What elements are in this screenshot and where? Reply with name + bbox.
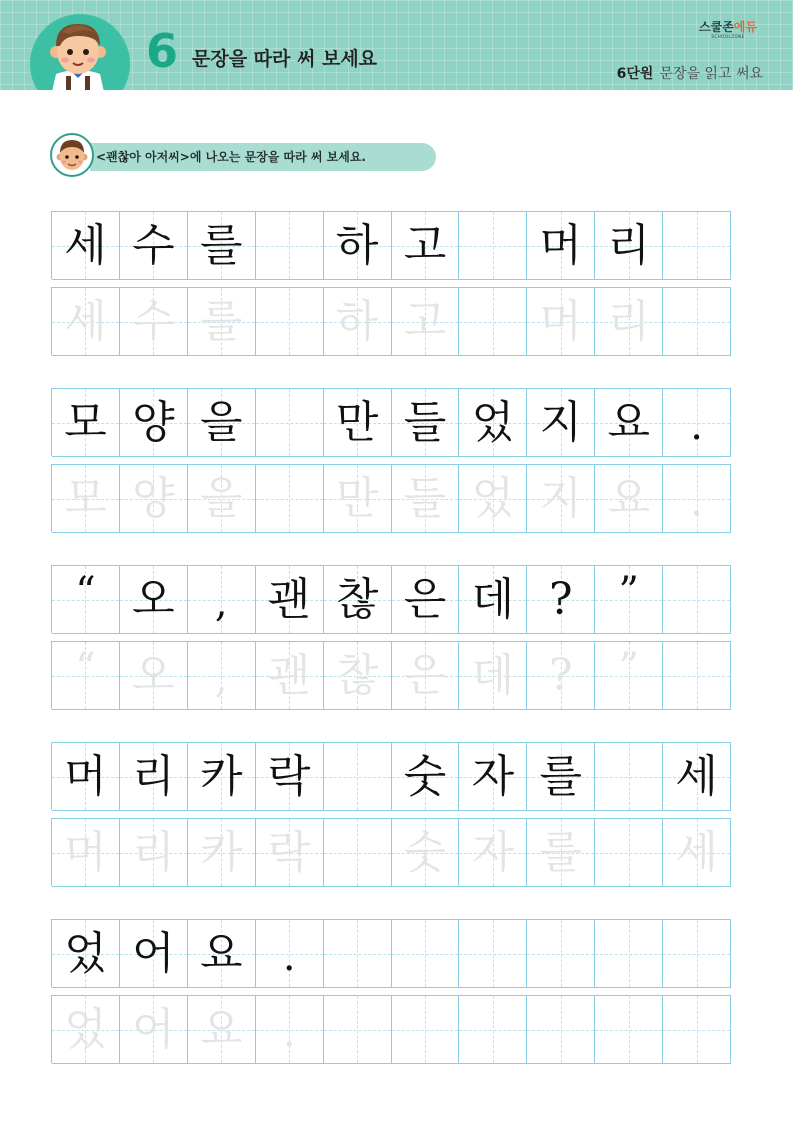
character: 카 xyxy=(200,750,243,802)
grid-cell xyxy=(120,389,188,457)
tracing-cell[interactable] xyxy=(663,465,731,533)
tracing-cell[interactable] xyxy=(527,819,595,887)
trace-character: . xyxy=(282,1010,296,1056)
writing-row-4 xyxy=(51,742,731,810)
grid-cell xyxy=(256,566,324,634)
trace-character: 리 xyxy=(607,295,650,347)
trace-character: 카 xyxy=(200,826,243,878)
instruction-text: <괜찮아 아저씨>에 나오는 문장을 따라 써 보세요. xyxy=(96,150,366,164)
trace-character: 지 xyxy=(539,472,583,524)
character xyxy=(663,212,730,279)
trace-character: 들 xyxy=(403,472,447,524)
character: 리 xyxy=(132,750,175,802)
character: 리 xyxy=(607,219,650,271)
trace-character: 수 xyxy=(132,295,175,347)
brand-subtitle: SCHOOLZONE xyxy=(711,34,745,39)
grid-cell xyxy=(52,920,120,988)
grid-cell xyxy=(392,389,460,457)
tracing-cell[interactable] xyxy=(663,819,731,887)
grid-cell xyxy=(459,389,527,457)
tracing-cell[interactable] xyxy=(459,642,527,710)
trace-character xyxy=(256,288,323,355)
character: ” xyxy=(618,569,639,615)
trace-character: 를 xyxy=(539,826,583,878)
grid-cell xyxy=(527,212,595,280)
tracing-cell[interactable] xyxy=(120,996,188,1064)
trace-character: 숫 xyxy=(403,826,447,878)
tracing-cell[interactable] xyxy=(52,465,120,533)
trace-character xyxy=(459,996,526,1063)
grid-cell xyxy=(663,743,731,811)
brand-prefix: 스쿨존 xyxy=(699,20,734,34)
grid-cell xyxy=(188,566,256,634)
character: 었 xyxy=(64,927,107,979)
grid-cell xyxy=(527,566,595,634)
trace-character: . xyxy=(690,479,703,525)
trace-character: 괜 xyxy=(267,649,311,701)
brand-highlight: 에듀 xyxy=(733,20,757,34)
tracing-cell[interactable] xyxy=(256,996,324,1064)
tracing-cell[interactable] xyxy=(120,642,188,710)
tracing-cell[interactable] xyxy=(527,642,595,710)
grid-cell xyxy=(663,389,731,457)
trace-character: 고 xyxy=(403,295,447,347)
character: 자 xyxy=(471,750,515,802)
tracing-row-4 xyxy=(51,818,731,886)
character: “ xyxy=(75,569,96,615)
grid-cell xyxy=(256,212,324,280)
grid-cell xyxy=(256,743,324,811)
character xyxy=(663,566,730,633)
chapter-number: 6단원 xyxy=(616,66,654,82)
unit-title: 문장을 따라 써 보세요 xyxy=(192,48,378,70)
character xyxy=(256,212,323,279)
grid-cell xyxy=(392,743,460,811)
tracing-cell[interactable] xyxy=(256,819,324,887)
tracing-cell[interactable] xyxy=(459,465,527,533)
character xyxy=(392,920,459,987)
tracing-cell[interactable] xyxy=(663,996,731,1064)
tracing-cell[interactable] xyxy=(459,819,527,887)
writing-row-3 xyxy=(51,565,731,633)
tracing-row-2 xyxy=(51,464,731,532)
trace-character: 세 xyxy=(675,826,718,878)
tracing-cell[interactable] xyxy=(188,465,256,533)
grid-cell xyxy=(120,566,188,634)
trace-character: 락 xyxy=(267,826,311,878)
grid-cell xyxy=(459,743,527,811)
chapter-label xyxy=(617,65,763,83)
trace-character: 데 xyxy=(471,649,515,701)
trace-character: 만 xyxy=(335,472,379,524)
grid-cell xyxy=(256,389,324,457)
grid-cell xyxy=(324,920,392,988)
tracing-cell[interactable] xyxy=(595,996,663,1064)
character xyxy=(663,920,730,987)
trace-character: 요 xyxy=(200,1003,243,1055)
character xyxy=(527,920,594,987)
character: 은 xyxy=(403,573,447,625)
character: 오 xyxy=(132,573,175,625)
character: 요 xyxy=(607,396,650,448)
trace-character xyxy=(459,288,526,355)
trace-character xyxy=(595,996,662,1063)
tracing-cell[interactable] xyxy=(595,465,663,533)
tracing-cell[interactable] xyxy=(256,465,324,533)
trace-character xyxy=(663,642,730,709)
trace-character xyxy=(392,996,459,1063)
character: 찮 xyxy=(335,573,379,625)
trace-character xyxy=(663,996,730,1063)
trace-character: 머 xyxy=(539,295,583,347)
character xyxy=(595,920,662,987)
grid-cell xyxy=(595,743,663,811)
grid-cell xyxy=(527,920,595,988)
tracing-cell[interactable] xyxy=(527,996,595,1064)
grid-cell xyxy=(527,743,595,811)
tracing-cell[interactable] xyxy=(392,642,460,710)
trace-character: 은 xyxy=(403,649,447,701)
grid-cell xyxy=(52,212,120,280)
character: 요 xyxy=(200,927,243,979)
tracing-cell[interactable] xyxy=(459,288,527,356)
character: 를 xyxy=(539,750,583,802)
grid-cell xyxy=(595,920,663,988)
grid-cell xyxy=(188,743,256,811)
tracing-cell[interactable] xyxy=(595,819,663,887)
character: 데 xyxy=(471,573,515,625)
character xyxy=(324,920,391,987)
tracing-cell[interactable] xyxy=(120,465,188,533)
trace-character: 을 xyxy=(200,472,243,524)
character: 세 xyxy=(64,219,107,271)
character xyxy=(256,389,323,456)
trace-character: 었 xyxy=(64,1003,107,1055)
character xyxy=(459,212,526,279)
grid-cell xyxy=(120,212,188,280)
page-header xyxy=(0,0,793,90)
grid-cell xyxy=(595,389,663,457)
trace-character: 모 xyxy=(64,472,107,524)
grid-cell xyxy=(52,743,120,811)
character: 를 xyxy=(200,219,243,271)
tracing-cell[interactable] xyxy=(392,465,460,533)
tracing-cell[interactable] xyxy=(256,642,324,710)
tracing-cell[interactable] xyxy=(52,642,120,710)
grid-cell xyxy=(663,920,731,988)
tracing-cell[interactable] xyxy=(120,819,188,887)
character: ? xyxy=(549,573,573,625)
unit-number: 6 xyxy=(146,24,179,78)
tracing-cell[interactable] xyxy=(52,996,120,1064)
tracing-cell[interactable] xyxy=(52,288,120,356)
grid-cell xyxy=(188,212,256,280)
character: 숫 xyxy=(403,750,447,802)
grid-cell xyxy=(459,212,527,280)
tracing-cell[interactable] xyxy=(324,465,392,533)
tracing-cell[interactable] xyxy=(188,642,256,710)
trace-character: 하 xyxy=(335,295,379,347)
tracing-cell[interactable] xyxy=(392,819,460,887)
character: , xyxy=(214,580,228,626)
grid-cell xyxy=(188,920,256,988)
grid-cell xyxy=(120,920,188,988)
tracing-row-5 xyxy=(51,995,731,1063)
grid-cell xyxy=(52,566,120,634)
tracing-cell[interactable] xyxy=(324,642,392,710)
grid-cell xyxy=(324,743,392,811)
grid-cell xyxy=(324,566,392,634)
writing-row-2 xyxy=(51,388,731,456)
tracing-cell[interactable] xyxy=(188,819,256,887)
character xyxy=(595,743,662,810)
trace-character: , xyxy=(214,656,228,702)
trace-character: 세 xyxy=(64,295,107,347)
tracing-cell[interactable] xyxy=(527,465,595,533)
trace-character: 자 xyxy=(471,826,515,878)
grid-cell xyxy=(595,212,663,280)
tracing-cell[interactable] xyxy=(188,996,256,1064)
tracing-cell[interactable] xyxy=(120,288,188,356)
character: . xyxy=(690,403,703,449)
character: 괜 xyxy=(267,573,311,625)
tracing-cell[interactable] xyxy=(595,642,663,710)
tracing-cell[interactable] xyxy=(663,288,731,356)
character: 을 xyxy=(200,396,243,448)
grid-cell xyxy=(256,920,324,988)
writing-row-5 xyxy=(51,919,731,987)
brand-name xyxy=(699,20,757,34)
writing-row-1 xyxy=(51,211,731,279)
tracing-cell[interactable] xyxy=(392,996,460,1064)
grid-cell xyxy=(663,212,731,280)
character: 양 xyxy=(132,396,175,448)
tracing-cell[interactable] xyxy=(392,288,460,356)
character: 고 xyxy=(403,219,447,271)
trace-character: 요 xyxy=(607,472,650,524)
grid-cell xyxy=(188,389,256,457)
trace-character: 찮 xyxy=(335,649,379,701)
grid-cell xyxy=(392,212,460,280)
grid-cell xyxy=(663,566,731,634)
tracing-cell[interactable] xyxy=(324,996,392,1064)
trace-character xyxy=(595,819,662,886)
character: 었 xyxy=(471,396,515,448)
trace-character: “ xyxy=(75,645,96,691)
character: 락 xyxy=(267,750,311,802)
tracing-row-3 xyxy=(51,641,731,709)
tracing-cell[interactable] xyxy=(663,642,731,710)
character: 수 xyxy=(132,219,175,271)
tracing-cell[interactable] xyxy=(256,288,324,356)
tracing-cell[interactable] xyxy=(188,288,256,356)
tracing-row-1 xyxy=(51,287,731,355)
trace-character xyxy=(256,465,323,532)
character xyxy=(324,743,391,810)
trace-character: ? xyxy=(549,649,573,701)
grid-cell xyxy=(52,389,120,457)
trace-character: 리 xyxy=(132,826,175,878)
trace-character: 머 xyxy=(64,826,107,878)
tracing-cell[interactable] xyxy=(324,819,392,887)
trace-character: 를 xyxy=(200,295,243,347)
trace-character xyxy=(527,996,594,1063)
trace-character: 오 xyxy=(132,649,175,701)
character xyxy=(459,920,526,987)
character: 만 xyxy=(335,396,379,448)
trace-character: 어 xyxy=(132,1003,175,1055)
character: 머 xyxy=(64,750,107,802)
trace-character xyxy=(324,996,391,1063)
trace-character xyxy=(324,819,391,886)
boy-face-icon xyxy=(54,137,90,173)
grid-cell xyxy=(392,566,460,634)
grid-cell xyxy=(527,389,595,457)
tracing-cell[interactable] xyxy=(324,288,392,356)
grid-cell xyxy=(324,389,392,457)
trace-character xyxy=(663,288,730,355)
tracing-cell[interactable] xyxy=(52,819,120,887)
character: 들 xyxy=(403,396,447,448)
character: 세 xyxy=(675,750,718,802)
character: 모 xyxy=(64,396,107,448)
trace-character: 었 xyxy=(471,472,515,524)
tracing-cell[interactable] xyxy=(595,288,663,356)
character: . xyxy=(282,934,296,980)
trace-character: 양 xyxy=(132,472,175,524)
grid-cell xyxy=(459,920,527,988)
character: 어 xyxy=(132,927,175,979)
grid-cell xyxy=(392,920,460,988)
grid-cell xyxy=(120,743,188,811)
trace-character: ” xyxy=(618,645,639,691)
character: 하 xyxy=(335,219,379,271)
chapter-title: 문장을 읽고 써요 xyxy=(659,66,763,82)
boy-character-icon xyxy=(38,16,118,90)
grid-cell xyxy=(459,566,527,634)
tracing-cell[interactable] xyxy=(527,288,595,356)
character: 머 xyxy=(539,219,583,271)
character: 지 xyxy=(539,396,583,448)
brand-logo xyxy=(693,20,763,44)
grid-cell xyxy=(324,212,392,280)
tracing-cell[interactable] xyxy=(459,996,527,1064)
grid-cell xyxy=(595,566,663,634)
